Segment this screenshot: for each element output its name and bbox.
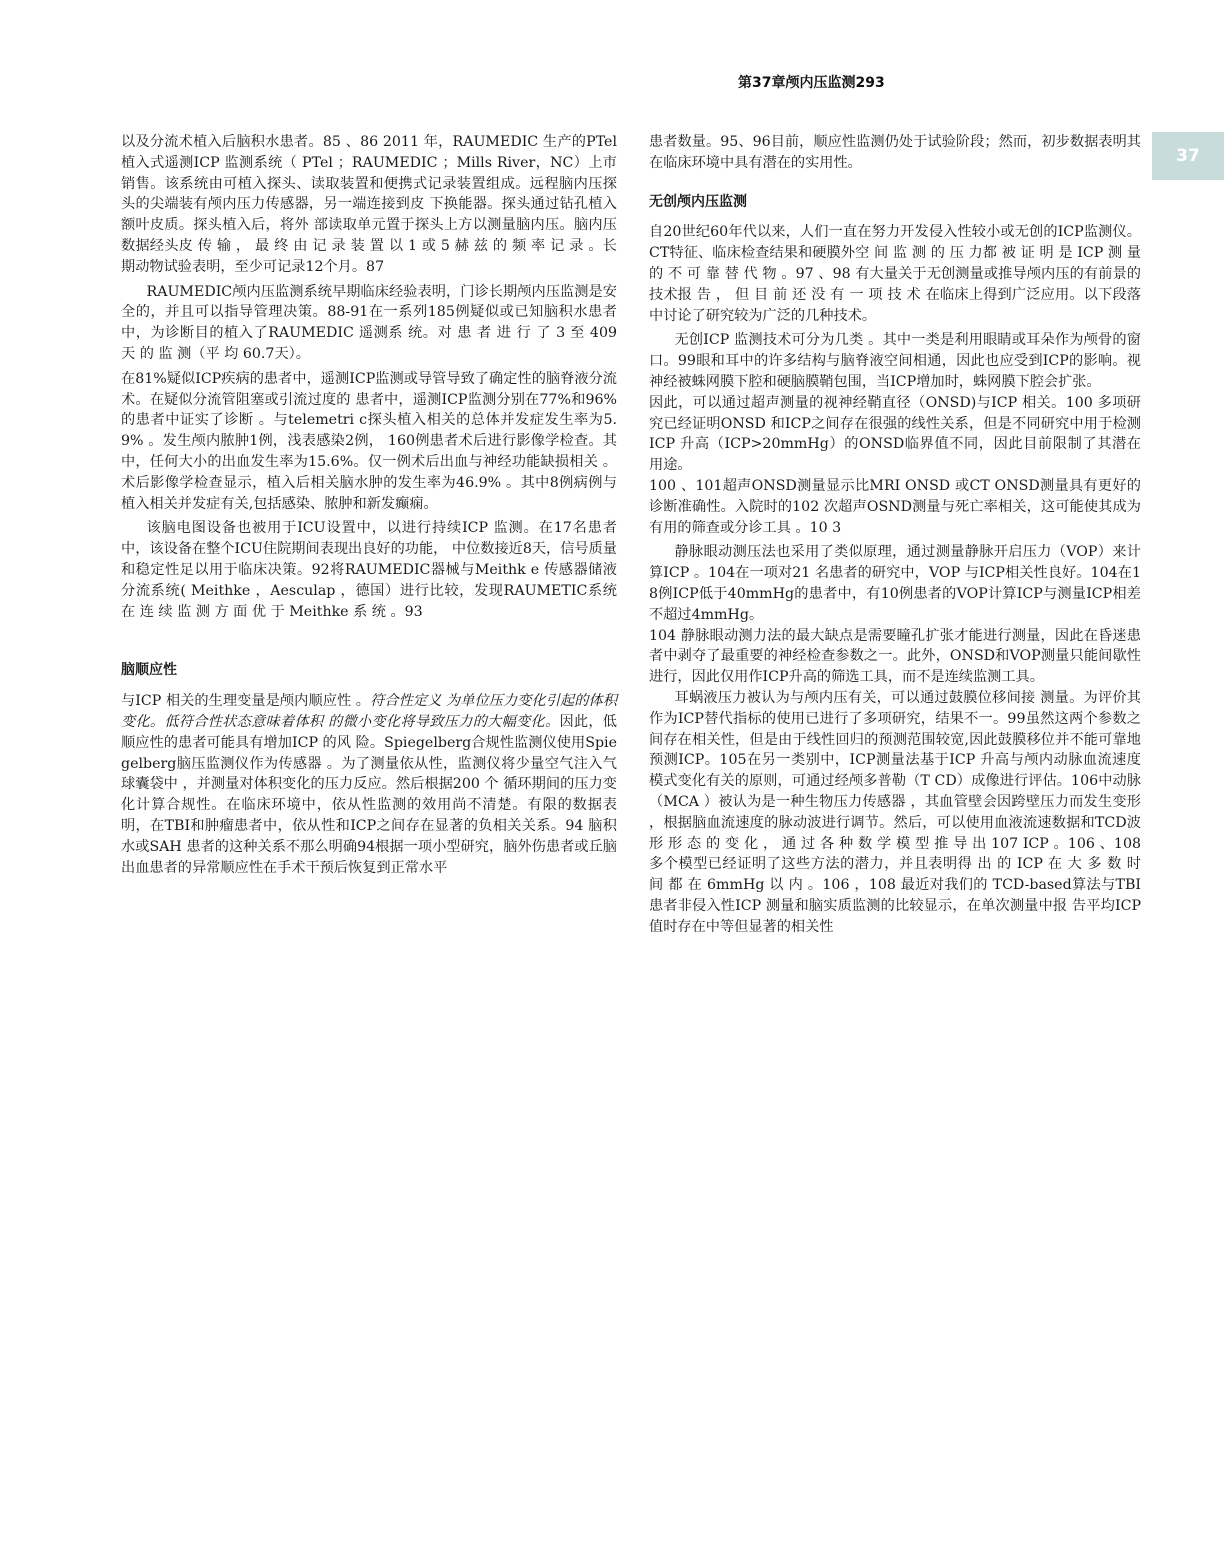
paragraph: 静脉眼动测压法也采用了类似原理，通过测量静脉开启压力（VOP）来计算ICP 。104在一项对21 名患者的研究中，VOP 与ICP相关性良好。104在18例ICP低于40mmHg的患者中，有10例患者的VOP计算ICP与测量ICP相差不超过4mmHg。 [649,544,1141,623]
paragraph: 在81%疑似ICP疾病的患者中，遥测ICP监测或导管导致了确定性的脑脊液分流术。在疑似分流管阻塞或引流过度的 患者中，遥测ICP监测分别在77%和96%的患者中证实了诊断 。与telemetri c探头植入相关的总体并发症发生率为5.9% 。发生颅内脓肿1例，浅表感染2例， 160例患者术后进行影像学检查。其中，任何大小的出血发生率为15.6%。仅一例术后出血与神经功能缺损相关 。术后影像学检查显示，植入后相关脑水肿的发生率为46.9% 。其中8例病例与植入相关并发症有关,包括感染、脓肿和新发癫痫。 [121,370,617,512]
right-column [649,132,1141,937]
running-head: 第37章颅内压监测293 [738,75,885,91]
italic-definition: 符合性定义 为单位压力变化引起的体积变化。低符合性状态意味着体积 的微小变化将导致压力的大幅变化。 [121,693,618,730]
paragraph: 因此，可以通过超声测量的视神经鞘直径（ONSD)与ICP 相关。100 多项研究已经证明ONSD 和ICP之间存在很强的线性关系，但是不同研究中用于检测ICP 升高（ICP>20mmHg）的ONSD临界值不同，因此目前限制了其潜在用途。 [649,394,1141,474]
paragraph: 耳蜗液压力被认为与颅内压有关，可以通过鼓膜位移间接 测量。为评价其作为ICP替代指标的使用已进行了多项研究，结果不一。99虽然这两个参数之间存在相关性，但是由于线性回归的预测范围较宽,因此鼓膜移位并不能可靠地预测ICP。105在另一类别中，ICP测量法基于ICP 升高与颅内动脉血流速度模式变化有关的原则，可通过经颅多普勒（T CD）成像进行评估。106中动脉（MCA ）被认为是一种生物压力传感器 ，其血管壁会因跨壁压力而发生变形 ，根据脑血流速度的脉动波进行调节。然后，可以使用血液流速数据和TCD波 形 形 态 的 变 化 ， 通 过 各 种 数 学 模 型 推 导 出 107 ICP 。106 、108 多个模型已经证明了这些方法的潜力，并且表明得 出 的 ICP 在 大 多 数 时 间 都 在 6mmHg 以 内 。106 ，108 最近对我们的 TCD-based算法与TBI患者非侵入性ICP 测量和脑实质监测的比较显示，在单次测量中报 告平均ICP 值时存在中等但显著的相关性 [649,689,1141,935]
chapter-tab: 37 [1152,132,1224,180]
paragraph: RAUMEDIC颅内压监测系统早期临床经验表明，门诊长期颅内压监测是安全的，并且可以指导管理决策。88-91在一系列185例疑似或已知脑积水患者中，为诊断目的植入了RAUMEDIC 遥测系 统。对 患 者 进 行 了 3 至 409 天 的 监 测（平 均 60.7天）。 [121,283,617,362]
paragraph [121,691,617,878]
paragraph: 患者数量。95、96目前，顺应性监测仍处于试验阶段；然而，初步数据表明其在临床环境中具有潜在的实用性。 [649,134,1141,171]
paragraph: 该脑电图设备也被用于ICU设置中，以进行持续ICP 监测。在17名患者中，该设备在整个ICU住院期间表现出良好的功能， 中位数接近8天，信号质量和稳定性足以用于临床决策。92将RAUMEDIC器械与Meithk e 传感器储液分流系统( Meithke ，Aesculap ，德国）进行比较，发现RAUMETIC系统在 连 续 监 测 方 面 优 于 Meithke 系 统 。93 [121,520,617,620]
paragraph: 无创ICP 监测技术可分为几类 。其中一类是利用眼睛或耳朵作为颅骨的窗口。99眼和耳中的许多结构与脑脊液空间相通，因此也应受到ICP的影响。视神经被蛛网膜下腔和硬脑膜鞘包围，当ICP增加时，蛛网膜下腔会扩张。 [649,332,1141,390]
paragraph: 104 静脉眼动测力法的最大缺点是需要瞳孔扩张才能进行测量，因此在昏迷患者中剥夺了最重要的神经检查参数之一。此外，ONSD和VOP测量只能间歇性进行，因此仅用作ICP升高的筛选工具，而不是连续监测工具。 [649,627,1141,686]
paragraph: 以及分流术植入后脑积水患者。85 、86 2011 年，RAUMEDIC 生产的PTel 植入式遥测ICP 监测系统（ PTel ；RAUMEDIC ；Mills River，NC）上市销售。该系统由可植入探头、读取装置和便携式记录装置组成。远程脑内压探头的尖端装有颅内压力传感器，另一端连接到皮 下换能器。探头通过钻孔植入额叶皮质。探头植入后，将外 部读取单元置于探头上方以测量脑内压。脑内压数据经头皮 传 输 ， 最 终 由 记 录 装 置 以 1 或 5 赫 兹 的 频 率 记 录 。长期动物试验表明，至少可记录12个月。87 [121,134,617,275]
paragraph: 自20世纪60年代以来，人们一直在努力开发侵入性较小或无创的ICP监测仪。CT特征、临床检查结果和硬膜外空 间 监 测 的 压 力都 被 证 明 是 ICP 测 量 的 不 可 靠 替 代 物 。97 、98 有大量关于无创测量或推导颅内压的有前景的技术报 告 ， 但 目 前 还 没 有 一 项 技 术 在临床上得到广泛应用。以下段落中讨论了研究较为广泛的几种技术。 [649,224,1141,324]
section-heading: 无创颅内压监测 [649,193,747,210]
left-column [121,132,617,878]
section-heading: 脑顺应性 [121,662,177,679]
paragraph: 100 、101超声ONSD测量显示比MRI ONSD 或CT ONSD测量具有更好的诊断准确性。入院时的102 次超声OSND测量与死亡率相关，这可能使其成为有用的筛查或分诊工具 。10 3 [649,477,1141,536]
text-run: 与ICP 相关的生理变量是颅内顺应性 。 [121,693,371,710]
text-run: 因此，低顺应性的患者可能具有增加ICP 的风 险。Spiegelberg合规性监测仪使用Spiegelberg脑压监测仪作为传感器 。为了测量依从性，监测仪将少量空气注入气球囊袋中 ，并测量对体积变化的压力反应。然后根据200 个 循环期间的压力变化计算合规性。在临床环境中，依从性监测的效用尚不清楚。有限的数据表明，在TBI和肿瘤患者中，依从性和ICP之间存在显著的负相关关系。94 脑积水或SAH 患者的这种关系不那么明确94根据一项小型研究，脑外伤患者或丘脑出血患者的异常顺应性在手术干预后恢复到正常水平 [121,713,617,876]
